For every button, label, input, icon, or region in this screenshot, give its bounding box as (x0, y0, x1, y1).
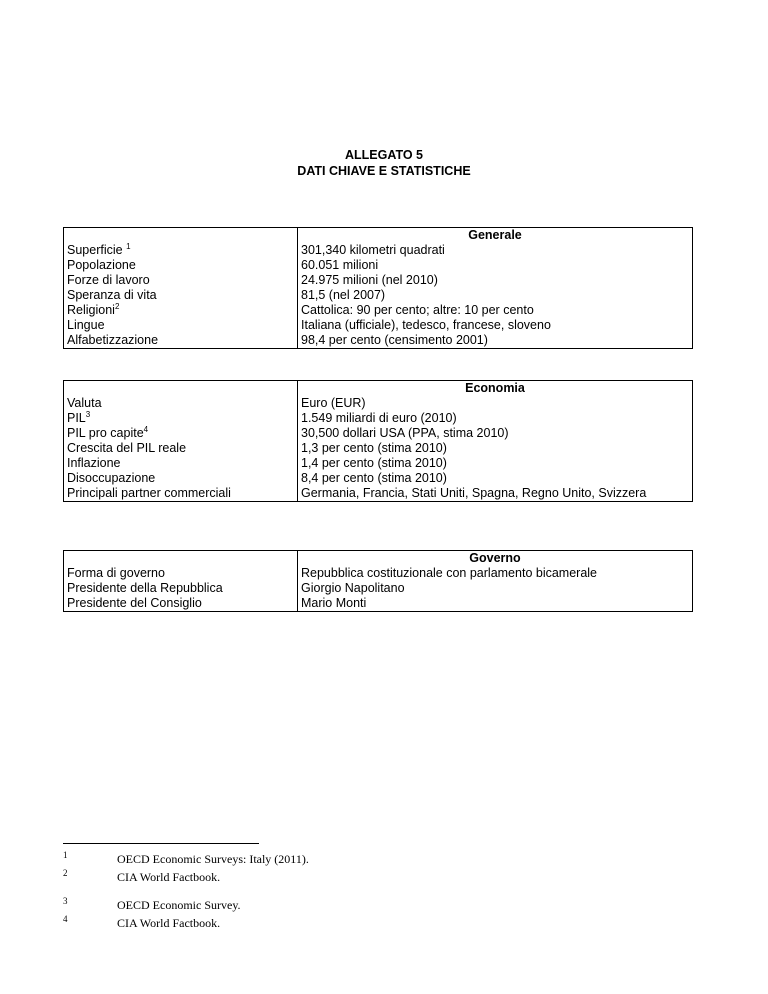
table-row (64, 243, 693, 258)
row-value: 98,4 per cento (censimento 2001) (298, 333, 693, 349)
row-label: Forma di governo (64, 566, 298, 581)
footnote-ref: 4 (143, 424, 149, 434)
footnote-number: 2 (63, 868, 68, 878)
row-label: PIL (67, 411, 86, 425)
row-value: Cattolica: 90 per cento; altre: 10 per cento (298, 303, 693, 318)
row-value: 1,4 per cento (stima 2010) (298, 456, 693, 471)
table-row (64, 411, 693, 426)
footnote-number: 3 (63, 896, 68, 906)
footnote-text: OECD Economic Surveys: Italy (2011). (117, 852, 309, 866)
row-label: Inflazione (64, 456, 298, 471)
table-generale (63, 227, 693, 349)
table-row (64, 303, 693, 318)
table-row (64, 318, 693, 333)
footnote-number: 1 (63, 850, 68, 860)
row-value: Germania, Francia, Stati Uniti, Spagna, Regno Unito, Svizzera (298, 486, 693, 502)
row-label: Presidente della Repubblica (64, 581, 298, 596)
table-row (64, 596, 693, 612)
row-value: 30,500 dollari USA (PPA, stima 2010) (298, 426, 693, 441)
table-row (64, 441, 693, 456)
row-label: PIL pro capite (67, 426, 144, 440)
table-header-blank (64, 551, 298, 567)
annex-subtitle: DATI CHIAVE E STATISTICHE (297, 164, 471, 178)
footnote-ref: 3 (85, 409, 91, 419)
table-row (64, 471, 693, 486)
row-value: 301,340 kilometri quadrati (298, 243, 693, 258)
row-value: 1,3 per cento (stima 2010) (298, 441, 693, 456)
row-label: Superficie (67, 243, 123, 257)
table-economia (63, 380, 693, 502)
footnote (63, 870, 563, 886)
table-row (64, 426, 693, 441)
row-label: Disoccupazione (64, 471, 298, 486)
footnote-text: OECD Economic Survey. (117, 898, 241, 912)
table-row (64, 396, 693, 411)
footnote (63, 916, 563, 932)
table-row (64, 581, 693, 596)
row-label: Valuta (64, 396, 298, 411)
row-value: Italiana (ufficiale), tedesco, francese, sloveno (298, 318, 693, 333)
row-label: Alfabetizzazione (64, 333, 298, 349)
footnote-text: CIA World Factbook. (117, 916, 221, 930)
annex-title: ALLEGATO 5 (344, 148, 423, 162)
row-value: 81,5 (nel 2007) (298, 288, 693, 303)
footnote-ref: 1 (126, 241, 131, 251)
row-label: Crescita del PIL reale (64, 441, 298, 456)
row-label: Speranza di vita (64, 288, 298, 303)
row-label: Presidente del Consiglio (64, 596, 298, 612)
table-row (64, 333, 693, 349)
row-label: Lingue (64, 318, 298, 333)
table-header: Governo (298, 551, 693, 567)
table-row (64, 258, 693, 273)
table-header-blank (64, 381, 298, 397)
row-value: Euro (EUR) (298, 396, 693, 411)
footnote-separator (63, 843, 259, 844)
table-row (64, 288, 693, 303)
row-value: 60.051 milioni (298, 258, 693, 273)
row-label: Popolazione (64, 258, 298, 273)
row-value: 24.975 milioni (nel 2010) (298, 273, 693, 288)
table-row (64, 273, 693, 288)
row-value: Giorgio Napolitano (298, 581, 693, 596)
row-value: 8,4 per cento (stima 2010) (298, 471, 693, 486)
table-header: Generale (298, 228, 693, 244)
row-label: Religioni (67, 303, 115, 317)
table-header: Economia (298, 381, 693, 397)
row-label: Principali partner commerciali (64, 486, 298, 502)
table-row (64, 456, 693, 471)
row-value: Mario Monti (298, 596, 693, 612)
footnote (63, 898, 563, 914)
footnote-number: 4 (63, 914, 68, 924)
table-header-blank (64, 228, 298, 244)
table-governo (63, 550, 693, 612)
row-value: 1.549 miliardi di euro (2010) (298, 411, 693, 426)
footnote (63, 852, 563, 868)
table-row (64, 566, 693, 581)
footnote-text: CIA World Factbook. (117, 870, 221, 884)
table-row (64, 486, 693, 502)
row-label: Forze di lavoro (64, 273, 298, 288)
footnote-ref: 2 (114, 301, 120, 311)
row-value: Repubblica costituzionale con parlamento bicamerale (298, 566, 693, 581)
